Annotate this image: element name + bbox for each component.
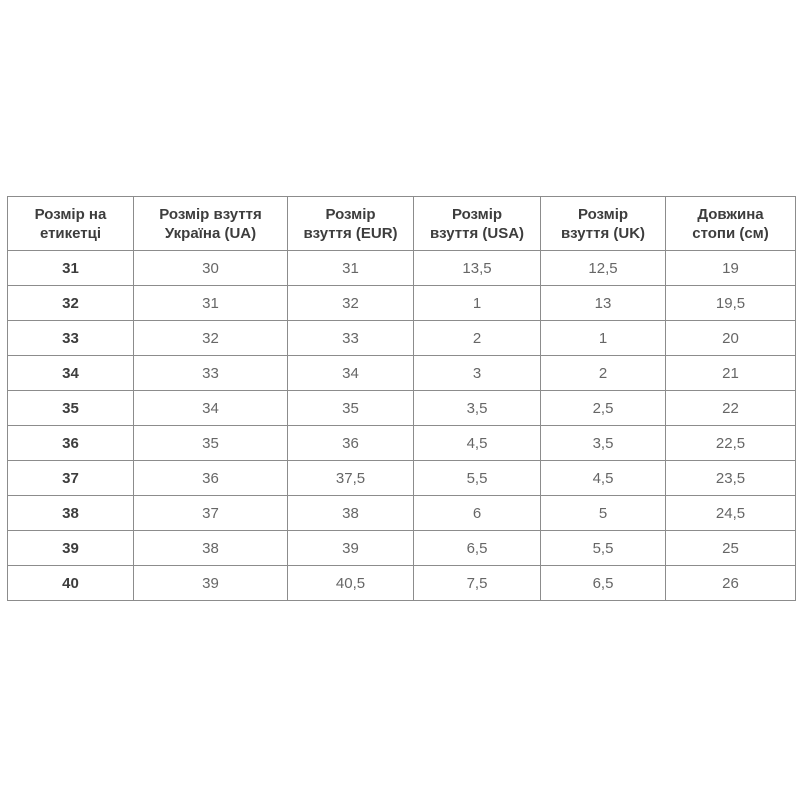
column-header-line2: Україна (UA) (164, 224, 257, 242)
size-cell: 7,5 (414, 566, 541, 601)
label-size-cell: 38 (8, 496, 134, 531)
column-header-line2: взуття (USA) (429, 224, 525, 242)
size-cell: 5,5 (414, 461, 541, 496)
size-cell: 21 (666, 356, 796, 391)
size-cell: 12,5 (541, 251, 666, 286)
label-size-cell: 36 (8, 426, 134, 461)
table-row (8, 251, 796, 286)
size-cell: 3,5 (541, 426, 666, 461)
table-row (8, 461, 796, 496)
label-size-cell: 35 (8, 391, 134, 426)
label-size-cell: 40 (8, 566, 134, 601)
column-header-line1: Розмір на (34, 205, 107, 223)
shoe-size-table (7, 196, 796, 601)
size-cell: 33 (134, 356, 288, 391)
size-cell: 4,5 (414, 426, 541, 461)
column-header-line2: взуття (UK) (560, 224, 646, 242)
table-row (8, 566, 796, 601)
size-cell: 33 (288, 321, 414, 356)
size-cell: 20 (666, 321, 796, 356)
table-head (8, 197, 796, 251)
label-size-cell: 37 (8, 461, 134, 496)
label-size-cell: 32 (8, 286, 134, 321)
column-header-3 (414, 197, 541, 251)
column-header-5 (666, 197, 796, 251)
size-cell: 34 (288, 356, 414, 391)
label-size-cell: 34 (8, 356, 134, 391)
size-cell: 19,5 (666, 286, 796, 321)
column-header-0 (8, 197, 134, 251)
size-cell: 26 (666, 566, 796, 601)
size-cell: 25 (666, 531, 796, 566)
column-header-line1: Розмір (325, 205, 376, 223)
table-row (8, 286, 796, 321)
size-cell: 31 (288, 251, 414, 286)
column-header-line2: етикетці (39, 224, 102, 242)
size-cell: 13 (541, 286, 666, 321)
column-header-2 (288, 197, 414, 251)
label-size-cell: 31 (8, 251, 134, 286)
table-row (8, 321, 796, 356)
size-cell: 2,5 (541, 391, 666, 426)
size-cell: 3 (414, 356, 541, 391)
size-cell: 37 (134, 496, 288, 531)
size-cell: 36 (288, 426, 414, 461)
size-cell: 4,5 (541, 461, 666, 496)
column-header-1 (134, 197, 288, 251)
size-cell: 31 (134, 286, 288, 321)
size-cell: 39 (288, 531, 414, 566)
size-cell: 36 (134, 461, 288, 496)
size-cell: 6,5 (541, 566, 666, 601)
size-cell: 24,5 (666, 496, 796, 531)
size-table-container (7, 196, 796, 601)
size-cell: 34 (134, 391, 288, 426)
column-header-line2: взуття (EUR) (303, 224, 398, 242)
size-cell: 5 (541, 496, 666, 531)
size-cell: 13,5 (414, 251, 541, 286)
size-cell: 3,5 (414, 391, 541, 426)
table-row (8, 496, 796, 531)
size-cell: 32 (288, 286, 414, 321)
size-cell: 2 (541, 356, 666, 391)
column-header-line1: Довжина (697, 205, 764, 223)
table-body (8, 251, 796, 601)
table-row (8, 426, 796, 461)
size-cell: 19 (666, 251, 796, 286)
size-cell: 38 (134, 531, 288, 566)
size-cell: 38 (288, 496, 414, 531)
size-cell: 22,5 (666, 426, 796, 461)
size-cell: 30 (134, 251, 288, 286)
label-size-cell: 39 (8, 531, 134, 566)
column-header-line2: стопи (см) (692, 224, 769, 242)
size-cell: 40,5 (288, 566, 414, 601)
size-cell: 23,5 (666, 461, 796, 496)
size-cell: 32 (134, 321, 288, 356)
size-cell: 35 (288, 391, 414, 426)
column-header-4 (541, 197, 666, 251)
size-cell: 37,5 (288, 461, 414, 496)
size-cell: 2 (414, 321, 541, 356)
size-cell: 5,5 (541, 531, 666, 566)
column-header-line1: Розмір взуття (159, 205, 262, 223)
table-row (8, 391, 796, 426)
size-cell: 35 (134, 426, 288, 461)
size-cell: 39 (134, 566, 288, 601)
label-size-cell: 33 (8, 321, 134, 356)
size-cell: 6,5 (414, 531, 541, 566)
column-header-line1: Розмір (577, 205, 629, 223)
column-header-line1: Розмір (451, 205, 503, 223)
table-header-row (8, 197, 796, 251)
size-cell: 1 (541, 321, 666, 356)
table-row (8, 531, 796, 566)
table-row (8, 356, 796, 391)
size-cell: 1 (414, 286, 541, 321)
size-cell: 22 (666, 391, 796, 426)
size-cell: 6 (414, 496, 541, 531)
